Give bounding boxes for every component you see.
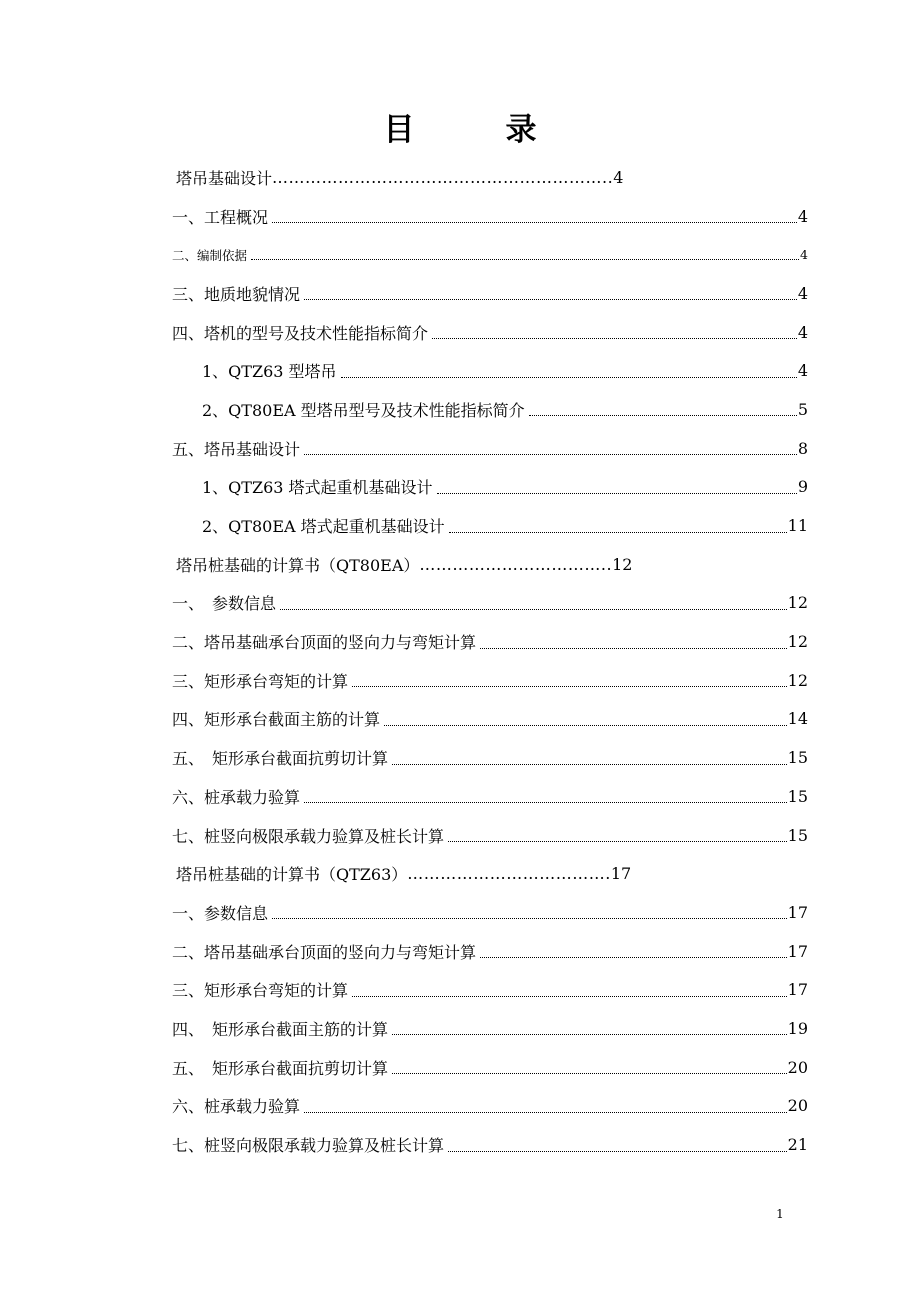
toc-entry-label: 塔吊基础设计 [176, 168, 273, 188]
toc-entry-page: 12 [612, 554, 633, 574]
toc-entry-label: 塔吊桩基础的计算书（QT80EA） [176, 555, 420, 575]
toc-entry-label: 五、塔吊基础设计 [172, 439, 301, 459]
toc-entry-leader [352, 994, 787, 997]
toc-entry-page: 8 [797, 438, 808, 458]
toc-entry-leader: …………………………….. [419, 554, 613, 574]
toc-entry[interactable] [172, 197, 808, 236]
toc-entry-leader [272, 916, 787, 919]
toc-entry[interactable] [172, 854, 808, 893]
toc-entry-page: 4 [800, 247, 808, 263]
toc-entry[interactable] [172, 158, 808, 197]
toc-entry[interactable] [172, 235, 808, 274]
toc-entry[interactable] [172, 700, 808, 739]
toc-entry[interactable] [172, 545, 808, 584]
toc-entry-page: 9 [797, 477, 808, 497]
toc-entry-page: 4 [797, 361, 808, 381]
toc-entry-page: 11 [787, 516, 808, 536]
toc-entry-leader [280, 607, 787, 610]
toc-entry-page: 4 [613, 167, 624, 187]
toc-entry-leader [384, 723, 787, 726]
toc-entry-label: 七、桩竖向极限承载力验算及桩长计算 [172, 826, 445, 846]
toc-entry[interactable] [172, 932, 808, 971]
toc-entry-leader [304, 800, 787, 803]
toc-entry-leader [529, 413, 797, 416]
toc-entry-leader: …………………………………………………….. [272, 167, 614, 187]
toc-entry-leader [304, 452, 797, 455]
toc-entry[interactable] [172, 274, 808, 313]
toc-entry-label: 1、QTZ63 型塔吊 [202, 362, 337, 382]
toc-entry-label: 二、塔吊基础承台顶面的竖向力与弯矩计算 [172, 942, 477, 962]
toc-entry-leader [304, 1110, 787, 1113]
toc-entry-page: 20 [787, 1096, 808, 1116]
toc-entry-label: 1、QTZ63 塔式起重机基础设计 [202, 478, 433, 498]
toc-entry-page: 17 [787, 941, 808, 961]
toc-entry[interactable] [172, 1009, 808, 1048]
toc-entry-label: 一、工程概况 [172, 207, 269, 227]
toc-entry-label: 一、 参数信息 [172, 594, 277, 614]
toc-entry-page: 12 [787, 632, 808, 652]
toc-entry-leader [352, 684, 787, 687]
toc-entry[interactable] [172, 429, 808, 468]
toc-entry-page: 17 [787, 902, 808, 922]
toc-entry-leader [392, 1071, 787, 1074]
toc-entry[interactable] [172, 661, 808, 700]
toc-entry-leader [480, 646, 787, 649]
toc-entry-leader [304, 297, 797, 300]
toc-entry-leader [272, 220, 797, 223]
toc-entry-page: 4 [797, 283, 808, 303]
toc-entry[interactable] [172, 506, 808, 545]
toc-entry-page: 12 [787, 670, 808, 690]
toc-entry-label: 2、QT80EA 型塔吊型号及技术性能指标简介 [202, 400, 525, 420]
toc-entry-label: 四、矩形承台截面主筋的计算 [172, 710, 381, 730]
toc-entry-label: 二、编制依据 [172, 247, 248, 263]
toc-entry-page: 17 [610, 864, 632, 884]
toc-entry-label: 一、参数信息 [172, 903, 269, 923]
toc-entry-label: 三、矩形承台弯矩的计算 [172, 671, 349, 691]
toc-entry-label: 四、塔机的型号及技术性能指标简介 [172, 323, 429, 343]
toc-entry-label: 三、地质地貌情况 [172, 284, 301, 304]
toc-entry-label: 五、 矩形承台截面抗剪切计算 [172, 1058, 389, 1078]
toc-entry-leader [480, 955, 787, 958]
toc-entry-page: 15 [787, 786, 808, 806]
toc-entry-leader: ………………………………. [407, 864, 611, 884]
toc-entry[interactable] [172, 1048, 808, 1087]
toc-entry-label: 塔吊桩基础的计算书（QTZ63） [176, 865, 408, 885]
toc-entry-page: 15 [787, 748, 808, 768]
toc-entry-leader [437, 491, 797, 494]
toc-entry-page: 19 [787, 1018, 808, 1038]
toc-entry-label: 五、 矩形承台截面抗剪切计算 [172, 749, 389, 769]
toc-entry-label: 七、桩竖向极限承载力验算及桩长计算 [172, 1136, 445, 1156]
toc-entry-leader [432, 336, 797, 339]
toc-entry-page: 21 [787, 1135, 808, 1155]
toc-entry[interactable] [172, 777, 808, 816]
toc-entry-page: 4 [797, 206, 808, 226]
toc-entry-page: 4 [797, 322, 808, 342]
toc-entry-leader [341, 375, 797, 378]
toc-entry-label: 2、QT80EA 塔式起重机基础设计 [202, 517, 445, 537]
toc-entry-label: 六、桩承载力验算 [172, 787, 301, 807]
toc-entry[interactable] [172, 468, 808, 507]
toc-entry[interactable] [172, 1087, 808, 1126]
toc-entry[interactable] [172, 738, 808, 777]
toc-entry-label: 六、桩承载力验算 [172, 1097, 301, 1117]
toc-entry-leader [251, 257, 799, 260]
toc-entry-page: 20 [787, 1057, 808, 1077]
toc-entry-page: 5 [797, 399, 808, 419]
toc-entry-page: 12 [787, 593, 808, 613]
toc-entry-leader [392, 762, 787, 765]
toc-entry[interactable] [172, 313, 808, 352]
toc-entry-label: 二、塔吊基础承台顶面的竖向力与弯矩计算 [172, 633, 477, 653]
toc-entry[interactable] [172, 584, 808, 623]
toc-entry-leader [448, 1149, 787, 1152]
toc-entry[interactable] [172, 816, 808, 855]
toc-entry[interactable] [172, 622, 808, 661]
toc-entry[interactable] [172, 390, 808, 429]
toc-entry[interactable] [172, 351, 808, 390]
toc-entry-label: 四、 矩形承台截面主筋的计算 [172, 1019, 389, 1039]
table-of-contents [172, 158, 808, 1164]
toc-entry-label: 三、矩形承台弯矩的计算 [172, 981, 349, 1001]
toc-entry[interactable] [172, 1125, 808, 1164]
toc-entry-page: 15 [787, 825, 808, 845]
toc-entry-leader [449, 530, 787, 533]
page-number: 1 [776, 1207, 784, 1221]
toc-entry[interactable] [172, 893, 808, 932]
toc-entry[interactable] [172, 970, 808, 1009]
toc-entry-leader [392, 1032, 787, 1035]
toc-entry-page: 14 [787, 709, 808, 729]
toc-entry-page: 17 [787, 980, 808, 1000]
toc-title: 目 录 [383, 112, 567, 148]
toc-entry-leader [448, 839, 787, 842]
